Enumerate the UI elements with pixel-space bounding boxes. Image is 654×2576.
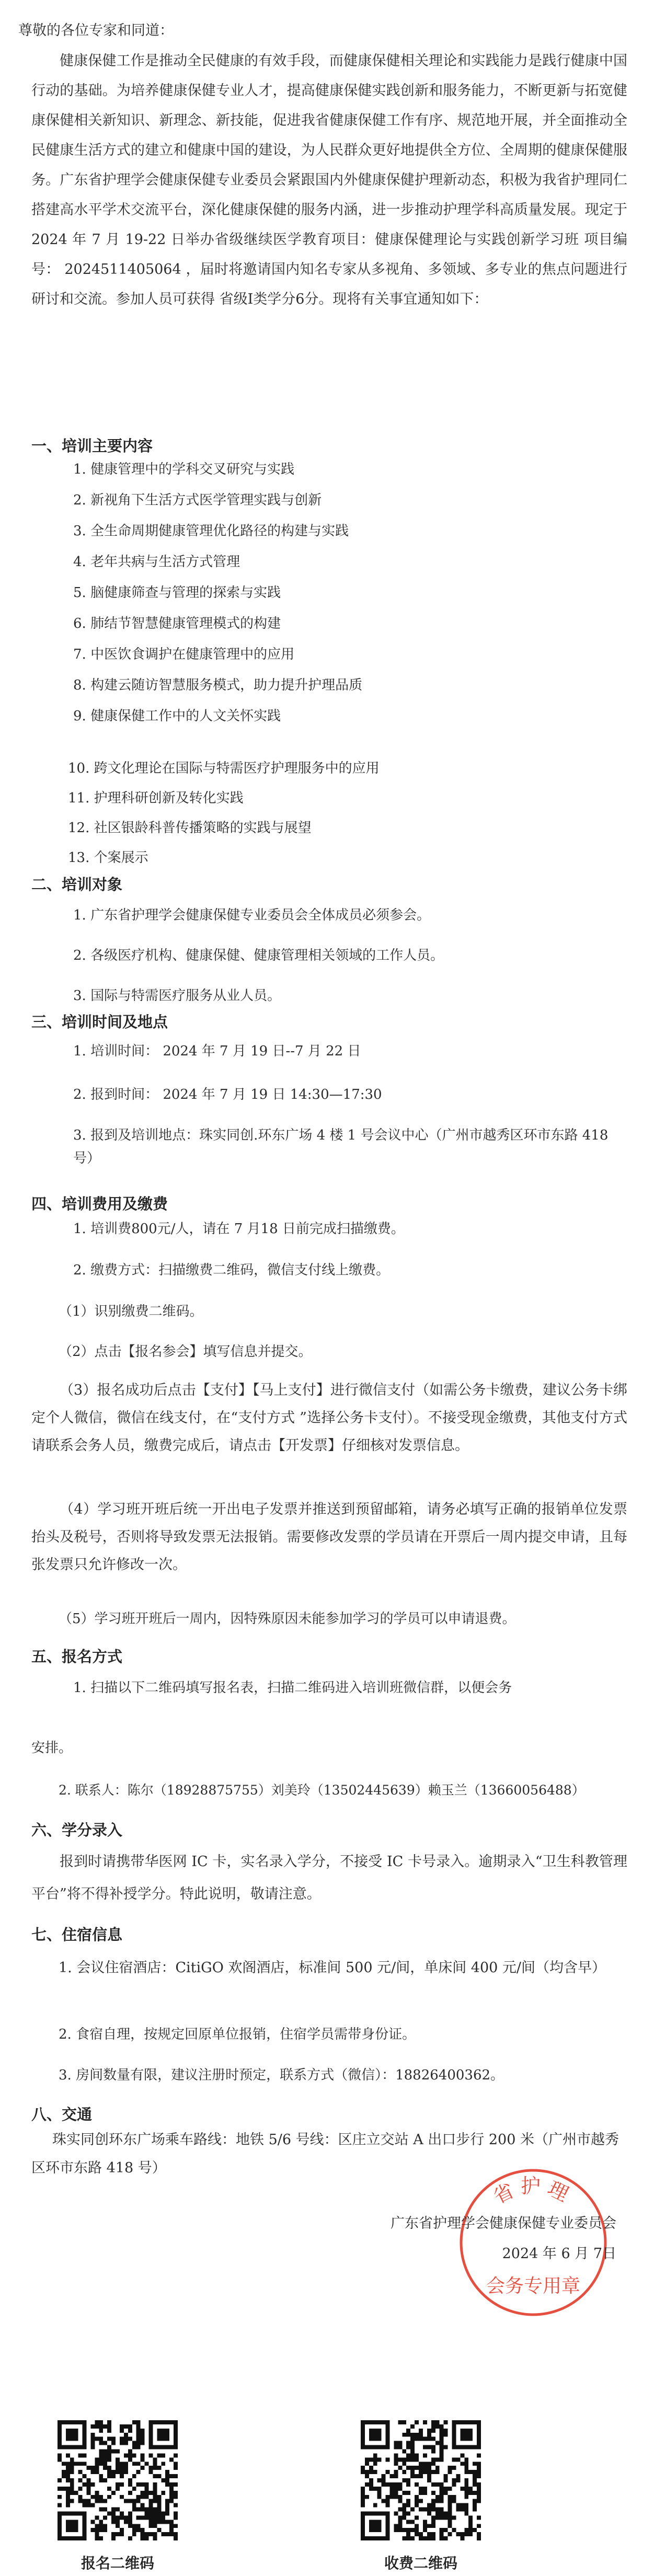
signup-text: 1. 扫描以下二维码填写报名表，扫描二维码进入培训班微信群，以便会务 xyxy=(73,1680,512,1696)
signup-qr-label: 报名二维码 xyxy=(81,2555,154,2572)
section6-title: 六、学分录入 xyxy=(31,1821,123,1839)
payment-step-4: （4）学习班开班后统一开出电子发票并推送到预留邮箱，请务必填写正确的报销单位发票抬头及税号，否则将导致发票无法报销。需要修改发票的学员请在开票后一周内提交申请，且每张发票只允许修改一次。 xyxy=(31,1501,627,1573)
intro-paragraph: 健康保健工作是推动全民健康的有效手段，而健康保健相关理论和实践能力是践行健康中国行动的基础。为培养健康保健专业人才，提高健康保健实践创新和服务能力，不断更新与拓宽健康保健相关新知识、新理念、新技能，促进我省健康保健工作有序、规范地开展，并全面推动全民健康生活方式的建立和健康中国的建设，为人民群众更好地提供全方位、全周期的健康保健服务。广东省护理学会健康保健专业委员会紧跟国内外健康保健护理新动态，积极为我省护理同仁搭建高水平学术交流平台，深化健康保健的服务内涵，进一步推动护理学科高质量发展。现定于 2024 年 7 月 19-22 日举办省级继续医学教育项目：健康保健理论与实践创新学习班 项目编号： 2024511405064 ，届时将邀请国内知名专家从多视角、多领域、多专业的焦点问题进行研讨和交流。参加人员可获得 省级Ⅰ类学分6分。现将有关事宜通知如下： xyxy=(31,53,627,307)
section5-title: 五、报名方式 xyxy=(31,1648,123,1665)
list-item: 8. 构建云随访智慧服务模式，助力提升护理品质 xyxy=(73,677,363,693)
list-item: 7. 中医饮食调护在健康管理中的应用 xyxy=(73,647,295,662)
list-item: 2. 各级医疗机构、健康保健、健康管理相关领域的工作人员。 xyxy=(73,948,444,963)
fee-text: 1. 培训费800元/人，请在 7 月18 日前完成扫描缴费。 xyxy=(73,1221,405,1237)
hotel-info: 1. 会议住宿酒店：CitiGO 欢阁酒店，标准间 500 元/间，单床间 400 元/间（均含早） xyxy=(59,1960,606,1976)
payment-qr-code[interactable] xyxy=(361,2420,481,2540)
payment-step-1: （1）识别缴费二维码。 xyxy=(59,1304,203,1319)
list-item: 13. 个案展示 xyxy=(68,850,148,866)
list-item: 4. 老年共病与生活方式管理 xyxy=(73,554,240,570)
contact-people: 2. 联系人：陈尔（18928875755）刘美玲（13502445639）赖玉兰（13660056488） xyxy=(59,1782,585,1798)
stamp-top-text: 省护理 xyxy=(489,2175,577,2209)
section1-title: 一、培训主要内容 xyxy=(31,437,153,455)
list-item: 1. 健康管理中的学科交叉研究与实践 xyxy=(73,462,295,477)
list-item: 9. 健康保健工作中的人文关怀实践 xyxy=(73,708,281,724)
payment-step-2: （2）点击【报名参会】填写信息并提交。 xyxy=(59,1344,312,1360)
payment-method: 2. 缴费方式：扫描缴费二维码，微信支付线上缴费。 xyxy=(73,1262,390,1278)
credits-text: 报到时请携带华医网 IC 卡，实名录入学分，不接受 IC 卡号录入。逾期录入“卫生科教管理平台”将不得补授学分。特此说明，敬请注意。 xyxy=(31,1854,627,1902)
list-item: 10. 跨文化理论在国际与特需医疗护理服务中的应用 xyxy=(68,761,380,776)
list-item: 1. 广东省护理学会健康保健专业委员会全体成员必须参会。 xyxy=(73,907,431,923)
signup-text-cont: 安排。 xyxy=(31,1740,73,1756)
section8-title: 八、交通 xyxy=(31,2106,93,2123)
checkin-time: 2. 报到时间： 2024 年 7 月 19 日 14:30—17:30 xyxy=(73,1087,382,1102)
payment-qr-label: 收费二维码 xyxy=(384,2555,457,2572)
list-item: 12. 社区银龄科普传播策略的实践与展望 xyxy=(68,820,312,836)
stamp-bottom-text: 会务专用章 xyxy=(486,2275,581,2297)
training-location: 3. 报到及培训地点：珠实同创.环东广场 4 楼 1 号会议中心（广州市越秀区环市东路 418 号） xyxy=(73,1128,609,1166)
transport-route: 珠实同创环东广场乘车路线：地铁 5/6 号线：区庄立交站 A 出口步行 200 米（广州市越秀区环市东路 418 号） xyxy=(31,2132,619,2176)
room-booking: 3. 房间数量有限，建议注册时预定，联系方式（微信）：18826400362。 xyxy=(59,2067,504,2083)
greeting: 尊敬的各位专家和同道： xyxy=(18,22,174,39)
payment-step-5: （5）学习班开班后一周内，因特殊原因未能参加学习的学员可以申请退费。 xyxy=(59,1611,516,1627)
list-item: 2. 新视角下生活方式医学管理实践与创新 xyxy=(73,492,322,508)
section4-title: 四、培训费用及缴费 xyxy=(31,1195,168,1213)
list-item: 11. 护理科研创新及转化实践 xyxy=(68,790,244,806)
training-time: 1. 培训时间： 2024 年 7 月 19 日--7 月 22 日 xyxy=(73,1043,361,1059)
accommodation-arrangement: 2. 食宿自理，按规定回原单位报销，住宿学员需带身份证。 xyxy=(59,2027,416,2042)
section2-title: 二、培训对象 xyxy=(31,876,123,893)
list-item: 3. 国际与特需医疗服务从业人员。 xyxy=(73,988,281,1004)
section3-title: 三、培训时间及地点 xyxy=(31,1013,168,1031)
list-item: 5. 脑健康筛查与管理的探索与实践 xyxy=(73,585,281,601)
signup-qr-code[interactable] xyxy=(58,2420,178,2540)
payment-step-3: （3）报名成功后点击【支付】【马上支付】进行微信支付（如需公务卡缴费，建议公务卡绑定个人微信，微信在线支付，在“支付方式 ”选择公务卡支付）。不接受现金缴费，其他支付方式请联系会务人员，缴费完成后，请点击【开发票】仔细核对发票信息。 xyxy=(31,1382,627,1454)
signature-date: 2024 年 6 月 7日 xyxy=(502,2246,616,2262)
list-item: 6. 肺结节智慧健康管理模式的构建 xyxy=(73,616,281,631)
list-item: 3. 全生命周期健康管理优化路径的构建与实践 xyxy=(73,523,349,539)
svg-text:省护理 xyxy=(490,2175,577,2208)
signature-org: 广东省护理学会健康保健专业委员会 xyxy=(391,2215,616,2232)
section7-title: 七、住宿信息 xyxy=(31,1926,123,1944)
